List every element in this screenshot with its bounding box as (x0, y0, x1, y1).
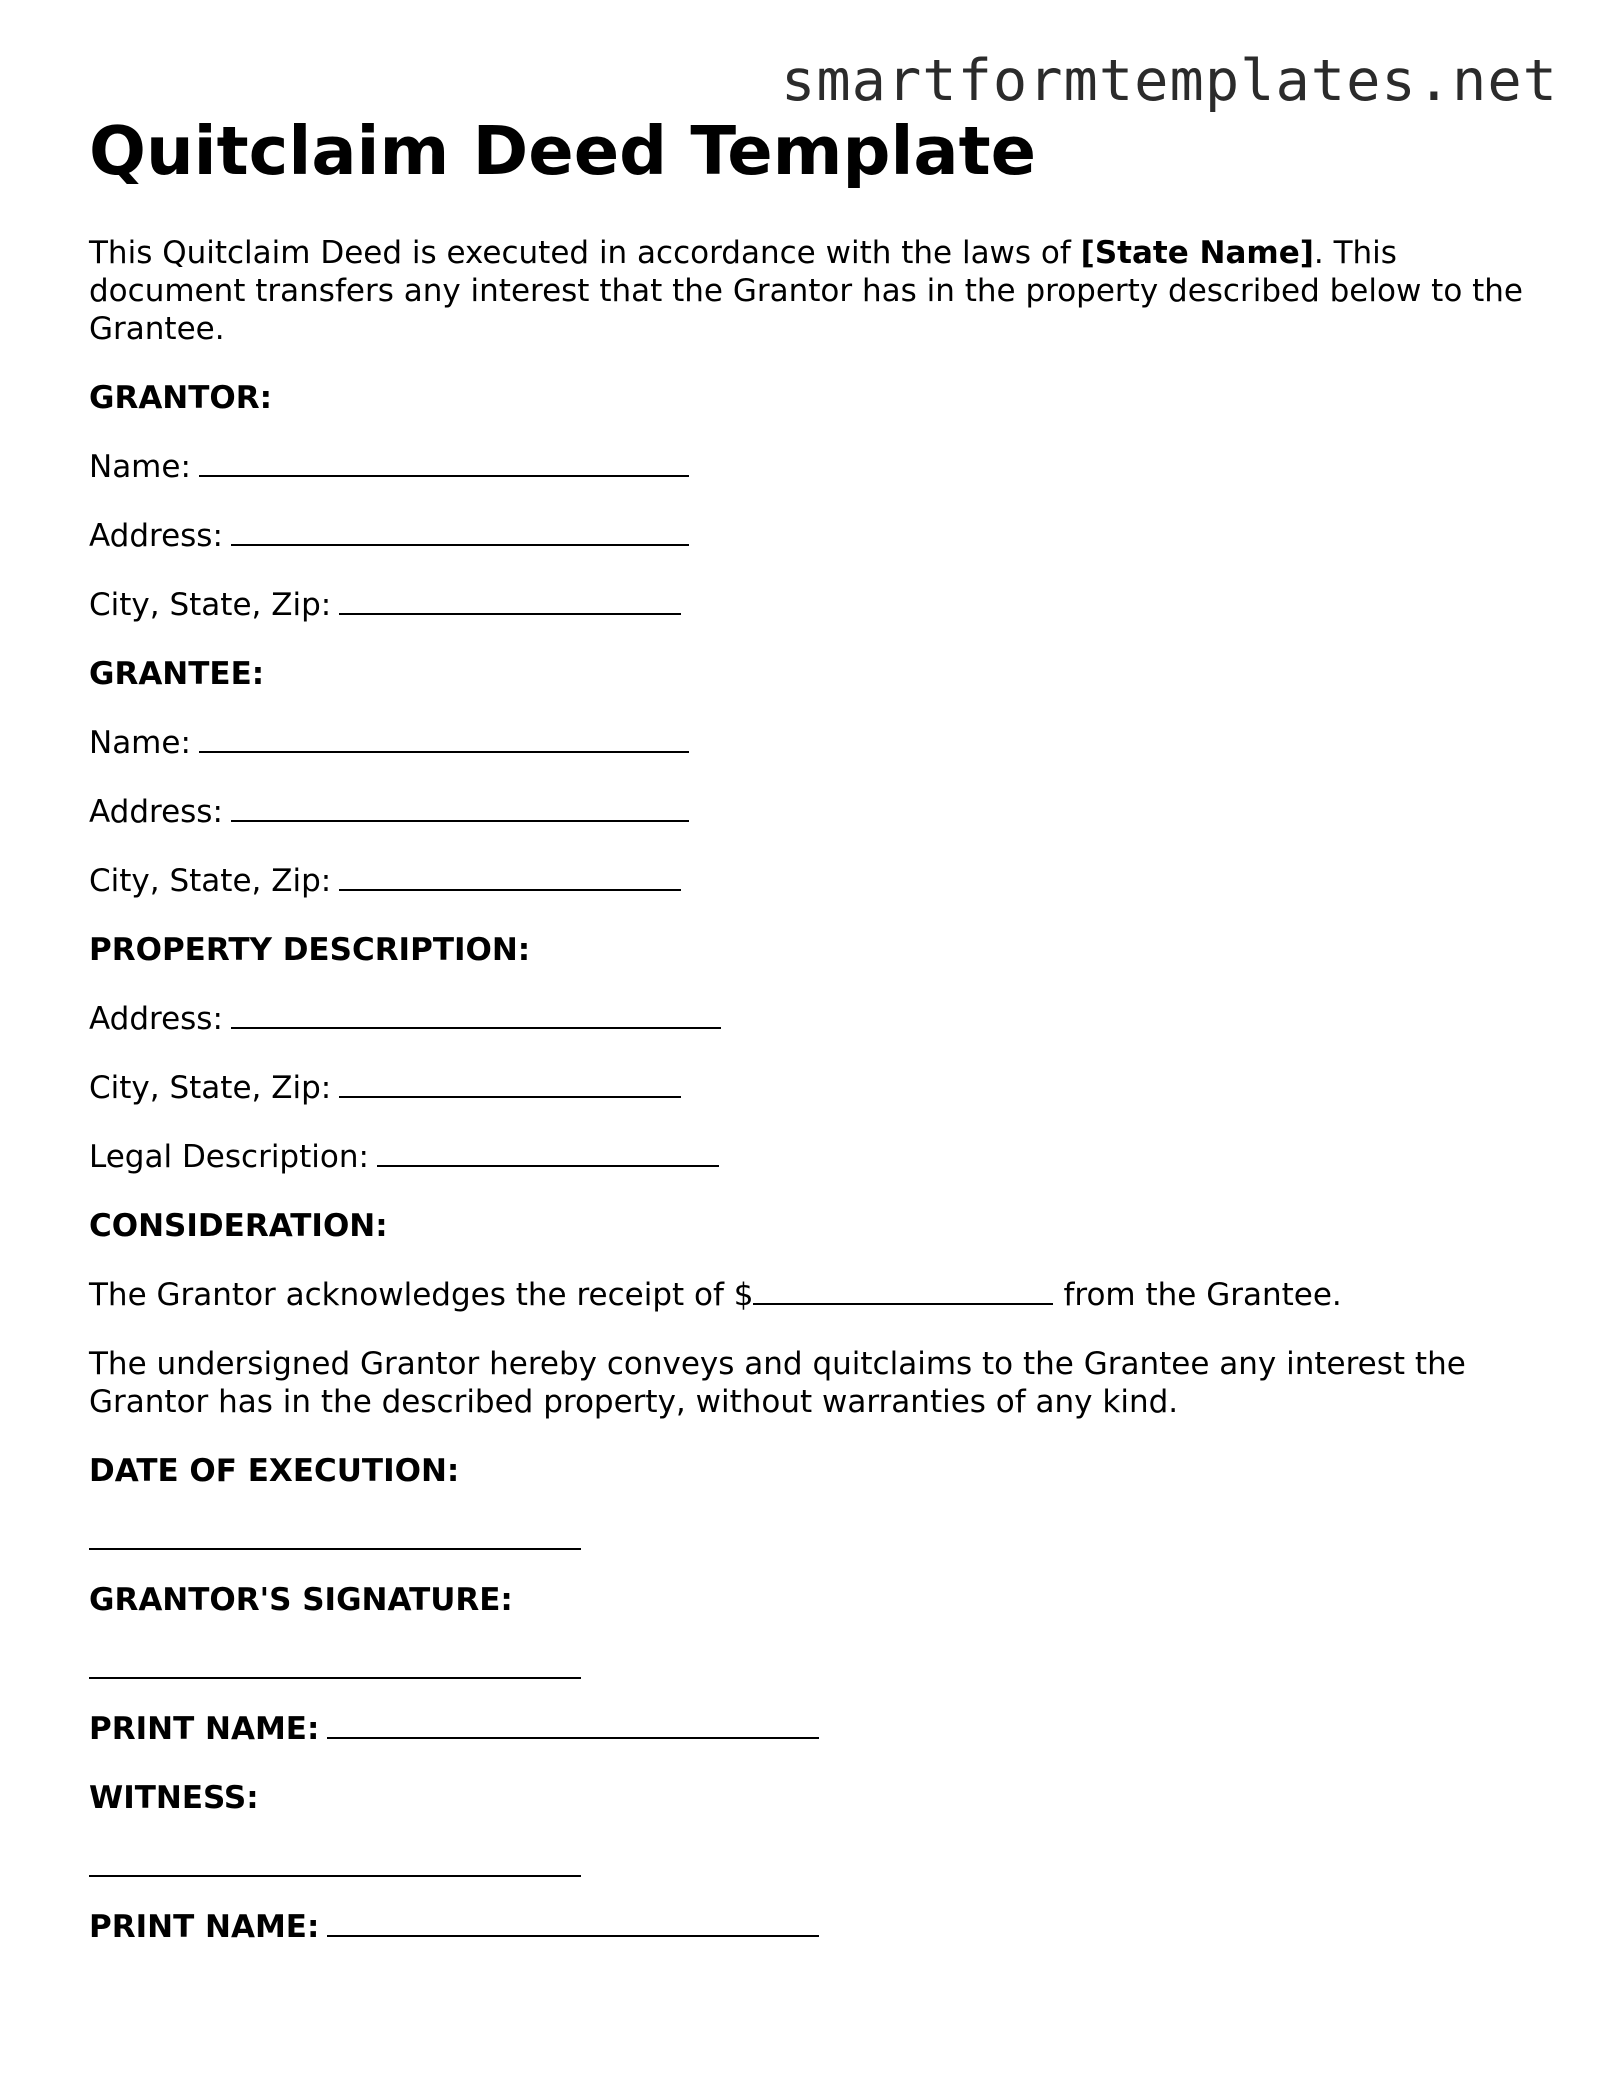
grantor-address-field[interactable] (231, 518, 689, 546)
property-heading: PROPERTY DESCRIPTION: (89, 932, 531, 968)
witness-heading: WITNESS: (89, 1780, 259, 1816)
date-of-execution-row (89, 1548, 1529, 1550)
grantee-address-row (89, 793, 1529, 831)
grantor-city-label: City, State, Zip: (89, 587, 332, 623)
document-title: Quitclaim Deed Template (89, 112, 1037, 190)
grantee-name-field[interactable] (199, 725, 689, 753)
grantor-signature-field[interactable] (89, 1677, 581, 1679)
witness-signature-field[interactable] (89, 1875, 581, 1877)
grantor-name-field[interactable] (199, 449, 689, 477)
grantee-name-label: Name: (89, 725, 191, 761)
witness-print-name-label: PRINT NAME: (89, 1909, 320, 1945)
grantor-city-row (89, 586, 1529, 624)
site-watermark: smartformtemplates.net (781, 48, 1558, 114)
witness-signature-row (89, 1875, 1529, 1877)
grantor-heading: GRANTOR: (89, 380, 273, 416)
property-address-label: Address: (89, 1001, 223, 1037)
state-name-placeholder: [State Name] (1080, 235, 1314, 271)
property-address-row (89, 1000, 1529, 1038)
property-legal-field[interactable] (377, 1139, 719, 1167)
date-of-execution-heading: DATE OF EXECUTION: (89, 1453, 460, 1489)
property-address-field[interactable] (231, 1001, 721, 1029)
grantor-print-name-row (89, 1710, 1529, 1748)
witness-print-name-field[interactable] (327, 1909, 819, 1937)
receipt-text-before: The Grantor acknowledges the receipt of $ (89, 1277, 754, 1313)
grantor-signature-row (89, 1677, 1529, 1679)
grantor-signature-heading: GRANTOR'S SIGNATURE: (89, 1582, 513, 1618)
witness-print-name-row (89, 1908, 1529, 1946)
grantee-city-label: City, State, Zip: (89, 863, 332, 899)
grantee-address-label: Address: (89, 794, 223, 830)
grantor-address-label: Address: (89, 518, 223, 554)
receipt-text-after: from the Grantee. (1063, 1277, 1342, 1313)
grantor-address-row (89, 517, 1529, 555)
intro-paragraph (89, 234, 1529, 348)
grantee-heading: GRANTEE: (89, 656, 265, 692)
conveyance-paragraph: The undersigned Grantor hereby conveys and quitclaims to the Grantee any interest the Grantor has in the described property, without warranties of any kind. (89, 1346, 1466, 1420)
property-legal-label: Legal Description: (89, 1139, 369, 1175)
grantee-city-row (89, 862, 1529, 900)
grantor-print-name-label: PRINT NAME: (89, 1711, 320, 1747)
consideration-heading: CONSIDERATION: (89, 1208, 388, 1244)
date-of-execution-field[interactable] (89, 1548, 581, 1550)
intro-text-before: This Quitclaim Deed is executed in accordance with the laws of (89, 235, 1081, 271)
grantee-city-field[interactable] (339, 863, 681, 891)
grantee-address-field[interactable] (231, 794, 689, 822)
intro-text-after: . This document transfers any interest that the Grantor has in the property described below to the Grantee. (89, 235, 1524, 347)
grantor-name-label: Name: (89, 449, 191, 485)
property-legal-row (89, 1138, 1529, 1176)
consideration-receipt-row (89, 1276, 1529, 1314)
grantor-city-field[interactable] (339, 587, 681, 615)
grantor-name-row (89, 448, 1529, 486)
property-city-row (89, 1069, 1529, 1107)
deed-document (89, 110, 1529, 1946)
grantor-print-name-field[interactable] (327, 1711, 819, 1739)
consideration-amount-field[interactable] (753, 1277, 1053, 1305)
property-city-field[interactable] (339, 1070, 681, 1098)
property-city-label: City, State, Zip: (89, 1070, 332, 1106)
grantee-name-row (89, 724, 1529, 762)
